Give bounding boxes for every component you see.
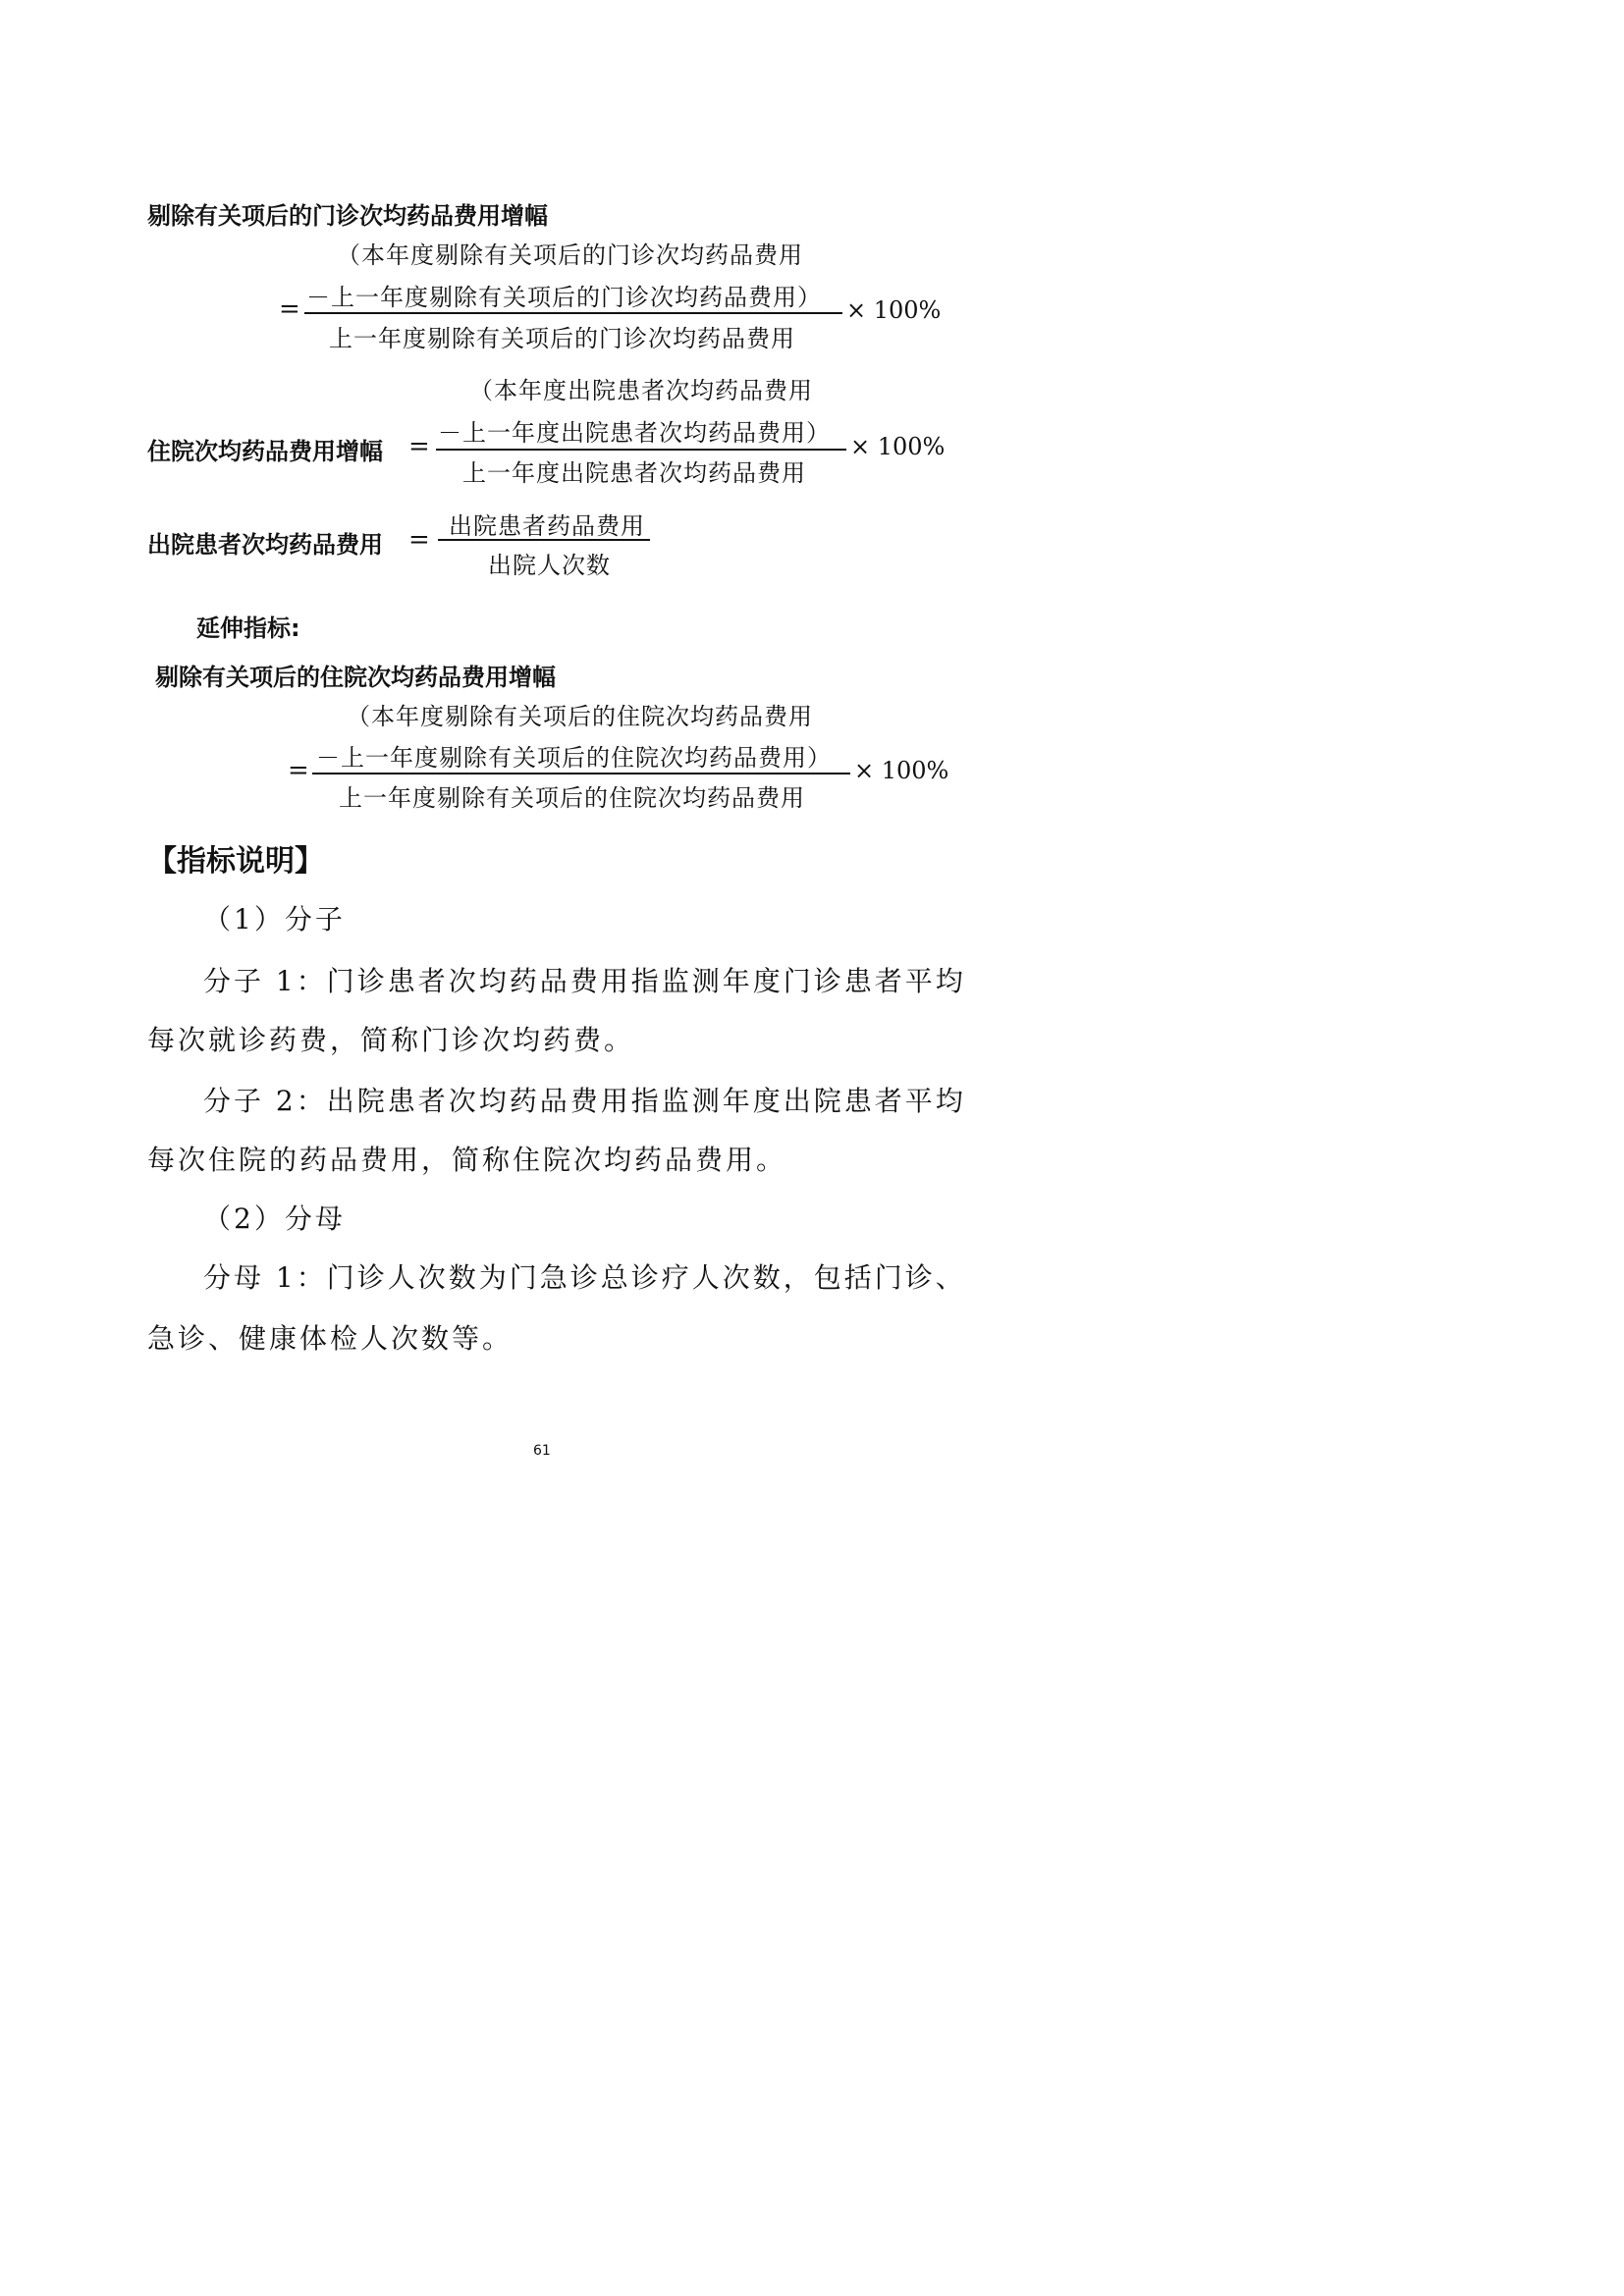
extension-formula-multiplier: × 100% bbox=[854, 757, 949, 784]
numerator-heading: （1）分子 bbox=[203, 903, 346, 935]
formula2-multiplier: × 100% bbox=[850, 433, 946, 460]
extension-formula-label: 剔除有关项后的住院次均药品费用增幅 bbox=[155, 664, 556, 691]
denominator-heading: （2）分母 bbox=[203, 1202, 346, 1235]
formula2-denominator: 上一年度出院患者次均药品费用 bbox=[462, 459, 806, 487]
formula1-numerator-line1: （本年度剔除有关项后的门诊次均药品费用 bbox=[337, 241, 803, 269]
formula1-equals: = bbox=[279, 294, 300, 324]
extension-heading: 延伸指标: bbox=[196, 614, 300, 642]
numerator2-line2: 每次住院的药品费用，简称住院次均药品费用。 bbox=[147, 1144, 787, 1176]
formula3-denominator: 出院人次数 bbox=[488, 552, 611, 579]
formula1-multiplier: × 100% bbox=[846, 296, 942, 324]
formula2-equals: = bbox=[408, 432, 430, 461]
extension-formula-numerator-line1: （本年度剔除有关项后的住院次均药品费用 bbox=[347, 703, 813, 730]
numerator1-line2: 每次就诊药费，简称门诊次均药费。 bbox=[147, 1024, 635, 1056]
page-number: 61 bbox=[533, 1443, 551, 1459]
formula1-numerator-line2: －上一年度剔除有关项后的门诊次均药品费用） bbox=[306, 284, 822, 311]
explanation-heading: 【指标说明】 bbox=[147, 844, 324, 879]
formula2-label: 住院次均药品费用增幅 bbox=[147, 438, 383, 465]
numerator2-line1: 分子 2：出院患者次均药品费用指监测年度出院患者平均 bbox=[203, 1085, 966, 1117]
formula2-fraction-line bbox=[436, 449, 846, 451]
formula1-fraction-line bbox=[304, 312, 842, 314]
extension-formula-denominator: 上一年度剔除有关项后的住院次均药品费用 bbox=[339, 784, 805, 812]
denominator1-line2: 急诊、健康体检人次数等。 bbox=[147, 1322, 514, 1355]
denominator1-line1: 分母 1：门诊人次数为门急诊总诊疗人次数，包括门诊、 bbox=[203, 1261, 966, 1294]
extension-formula-equals: = bbox=[288, 756, 309, 785]
formula1-label: 剔除有关项后的门诊次均药品费用增幅 bbox=[147, 202, 548, 230]
formula1-denominator: 上一年度剔除有关项后的门诊次均药品费用 bbox=[329, 325, 795, 352]
extension-formula-fraction-line bbox=[312, 773, 850, 774]
formula3-fraction-line bbox=[438, 539, 650, 541]
formula2-numerator-line2: －上一年度出院患者次均药品费用） bbox=[438, 419, 831, 447]
formula2-numerator-line1: （本年度出院患者次均药品费用 bbox=[469, 377, 813, 404]
numerator1-line1: 分子 1：门诊患者次均药品费用指监测年度门诊患者平均 bbox=[203, 965, 966, 997]
extension-formula-numerator-line2: －上一年度剔除有关项后的住院次均药品费用） bbox=[316, 744, 832, 772]
formula3-numerator: 出院患者药品费用 bbox=[449, 512, 645, 540]
formula3-equals: = bbox=[408, 525, 430, 555]
formula3-label: 出院患者次均药品费用 bbox=[147, 531, 383, 559]
